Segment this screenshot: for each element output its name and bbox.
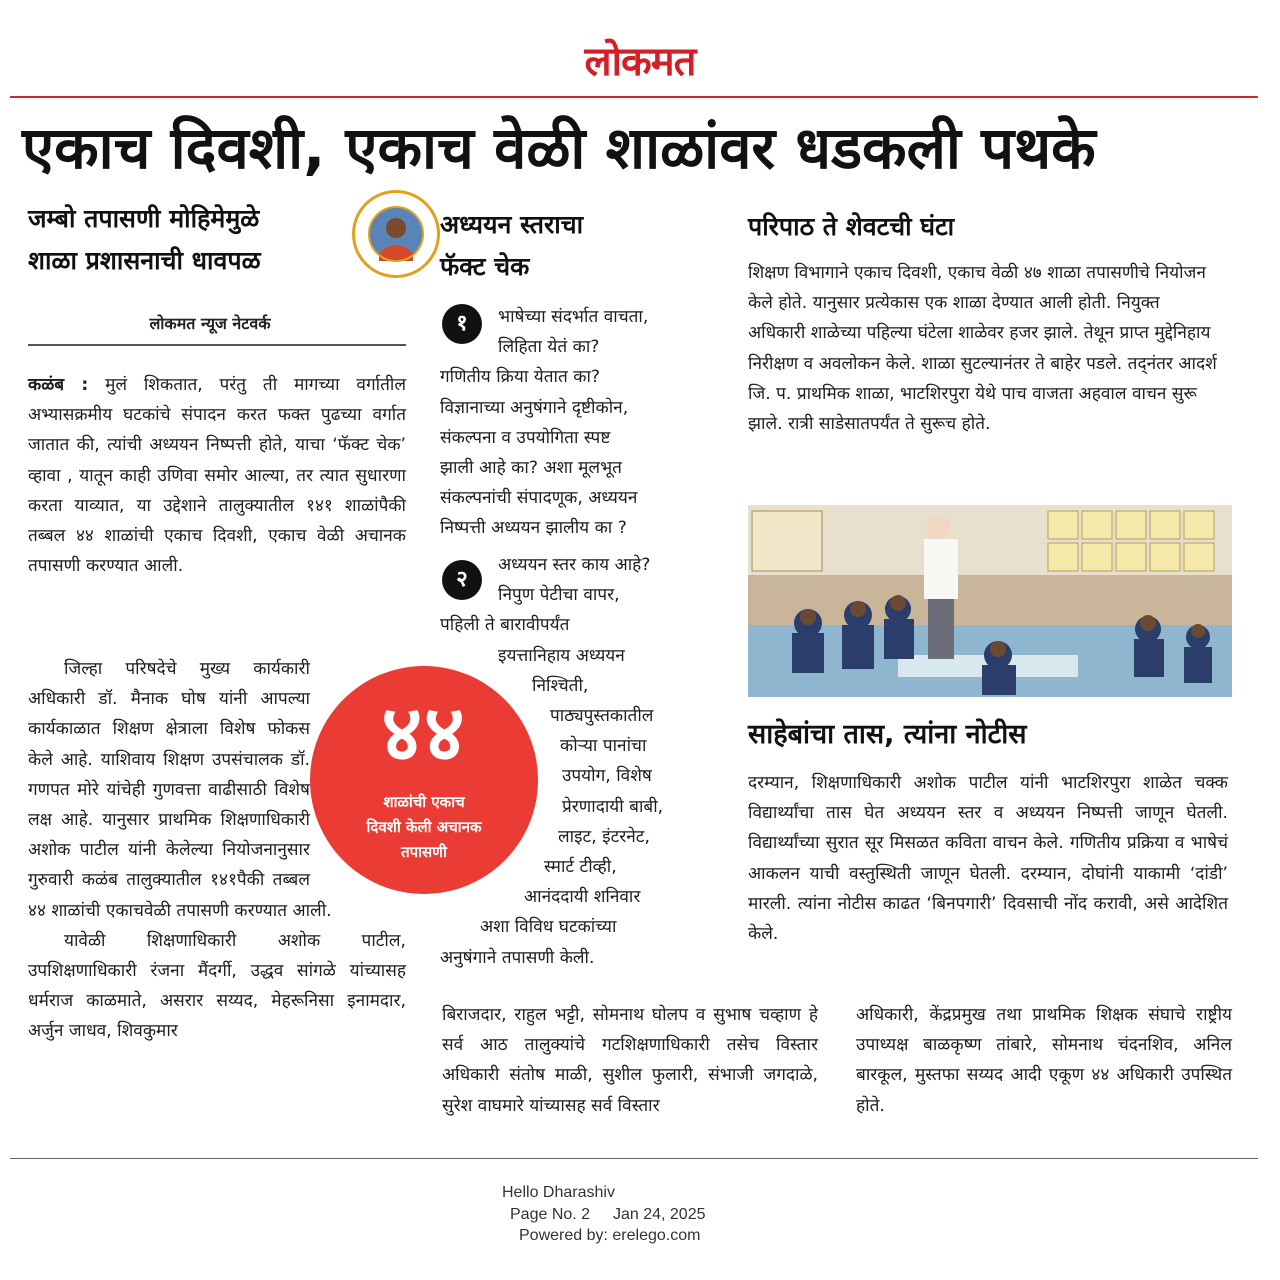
left-subhead-line2: शाळा प्रशासनाची धावपळ (28, 246, 261, 275)
bottom-col2: बिराजदार, राहुल भट्टी, सोमनाथ घोलप व सुभाष चव्हाण हे सर्व आठ तालुक्यांचे गटशिक्षणाधिकारी तसेच विस्तार अधिकारी संतोष माळी, सुशील फुलारी, संभाजी जगदाळे, सुरेश वाघमारे यांच्यासह सर्व विस्तार (442, 1005, 818, 1116)
fact1-line: संकल्पना व उपयोगिता स्पष्ट (440, 427, 611, 448)
fact2-line: पाठ्यपुस्तकातील (550, 706, 654, 727)
left-body (28, 370, 406, 581)
masthead-divider (10, 96, 1258, 98)
reporter-stamp (352, 190, 440, 278)
masthead-logo: लोकमत (584, 39, 696, 85)
callout-line2: दिवशी केली अचानक (366, 818, 482, 836)
footer-publication: Hello Dharashiv (502, 1184, 615, 1201)
left-subheadline (28, 198, 358, 282)
callout-line1: शाळांची एकाच (383, 793, 465, 811)
fact2-line: अशा विविध घटकांच्या (480, 917, 617, 938)
fact2-line: पहिली ते बारावीपर्यंत (440, 615, 570, 636)
right-subheadline-2: साहेबांचा तास, त्यांना नोटीस (748, 719, 1027, 750)
fact2-line: निपुण पेटीचा वापर, (498, 585, 620, 606)
fact1-line: विज्ञानाच्या अनुषंगाने दृष्टीकोन, (440, 397, 629, 418)
reporter-photo-icon (355, 193, 437, 275)
classroom-photo-image (748, 505, 1232, 697)
fact2-line: आनंददायी शनिवार (524, 887, 641, 908)
dateline: कळंब : (28, 375, 89, 395)
callout-line3: तपासणी (401, 843, 447, 861)
byline: लोकमत न्यूज नेटवर्क (149, 314, 271, 333)
fact-list-2 (440, 550, 730, 973)
left-para3: यावेळी शिक्षणाधिकारी अशोक पाटील, उपशिक्षणाधिकारी रंजना मैंदर्गी, उद्धव सांगळे यांच्यासह धर्मराज काळमाते, असरार सय्यद, मेहरूनिसा इनामदार, अर्जुन जाधव, शिवकुमार (28, 930, 406, 1042)
bottom-col3: अधिकारी, केंद्रप्रमुख तथा प्राथमिक शिक्षक संघाचे राष्ट्रीय उपाध्यक्ष बाळकृष्ण तांबारे, सोमनाथ चंदनशिव, अनिल बारकूल, मुस्तफा सय्यद आदी एकूण ४४ अधिकारी उपस्थित होते. (856, 1005, 1232, 1116)
fact1-line: भाषेच्या संदर्भात वाचता, (498, 307, 649, 327)
fact2-line: निश्चिती, (532, 675, 589, 696)
right-para: शिक्षण विभागाने एकाच दिवशी, एकाच वेळी ४७ शाळा तपासणीचे नियोजन केले होते. यानुसार प्रत्येकास एक शाळा देण्यात आली होती. नियुक्त अधिकारी शाळेच्या पहिल्या घंटेला शाळेवर हजर झाले. तेथून प्राप्त मुद्देनिहाय निरीक्षण व अवलोकन केले. शाळा सुटल्यानंतर ते बाहेर पडले. तद्नंतर आदर्श जि. प. प्राथमिक शाळा, भाटशिरपुरा येथे पाच वाजता अहवाल वाचन सुरू झाले. रात्री साडेसातपर्यंत ते सुरूच होते. (748, 263, 1217, 435)
left-para2: जिल्हा परिषदेचे मुख्य कार्यकारी अधिकारी डॉ. मैनाक घोष यांनी आपल्या कार्यकाळात शिक्षण क्षेत्राला विशेष फोकस केले आहे. याशिवाय शिक्षण उपसंचालक डॉ. गणपत मोरे यांचेही गुणवत्ता वाढीसाठी विशेष लक्ष आहे. यानुसार प्राथमिक शिक्षणाधिकारी अशोक पाटील यांनी केलेल्या नियोजनानुसार गुरुवारी कळंब तालुक्यातील १४१पैकी तब्बल ४४ शाळांची एकाचवेळी तपासणी करण्यात आली. (28, 659, 332, 921)
fact2-line: कोऱ्या पानांचा (560, 736, 647, 757)
footer-powered: Powered by: erelego.com (519, 1227, 701, 1244)
fact1-line: संकल्पनांची संपादणूक, अध्ययन (440, 488, 638, 509)
classroom-photo (748, 505, 1232, 697)
fact-number-1: १ (442, 304, 482, 344)
middle-subhead-line1: अध्ययन स्तराचा (440, 210, 584, 239)
fact2-line: अनुषंगाने तपासणी केली. (440, 947, 595, 968)
fact2-line: इयत्तानिहाय अध्ययन (498, 645, 625, 666)
right-para-2: दरम्यान, शिक्षणाधिकारी अशोक पाटील यांनी भाटशिरपुरा शाळेत चक्क विद्यार्थ्यांचा तास घेत अध्ययन स्तर व अध्ययन निष्पत्ती जाणून घेतली. विद्यार्थ्यांच्या सुरात सूर मिसळत कविता वाचन केले. गणितीय प्रक्रिया व भाषेचं आकलन याची वस्तुस्थिती जाणून घेतली. दरम्यान, दोघांनी याकामी ‘दांडी’ मारली. त्यांना नोटीस काढत ‘बिनपगारी’ दिवसाची नोंद करावी, असे आदेशित केले. (748, 773, 1228, 945)
fact1-line: झाली आहे का? अशा मूलभूत (440, 458, 622, 479)
left-para1 (28, 370, 406, 581)
fact2-line: लाइट, इंटरनेट, (558, 826, 650, 847)
fact2-line: प्रेरणादायी बाबी, (562, 796, 664, 817)
fact2-line: उपयोग, विशेष (562, 766, 652, 787)
page-headline: एकाच दिवशी, एकाच वेळी शाळांवर धडकली पथके (22, 114, 1096, 182)
fact-number-2: २ (442, 560, 482, 600)
fact1-line: गणितीय क्रिया येतात का? (440, 367, 601, 388)
fact2-line: स्मार्ट टीव्ही, (544, 857, 617, 878)
fact2-line: अध्ययन स्तर काय आहे? (498, 555, 651, 575)
page-bottom-divider (10, 1158, 1258, 1159)
footer-page-line (510, 1206, 910, 1224)
footer-page: Page No. 2 (510, 1206, 591, 1223)
fact1-line: लिहिता येतं का? (498, 337, 600, 358)
left-subhead-line1: जम्बो तपासणी मोहिमेमुळे (28, 204, 260, 233)
right-subheadline: परिपाठ ते शेवटची घंटा (748, 212, 955, 241)
fact-list-1 (440, 302, 720, 544)
middle-subheadline (440, 204, 730, 288)
fact1-line: निष्पत्ती अध्ययन झालीय का ? (440, 518, 627, 539)
footer-date: Jan 24, 2025 (612, 1206, 706, 1223)
callout-number: ४४ (381, 689, 467, 779)
byline-divider (28, 344, 406, 346)
middle-subhead-line2: फॅक्ट चेक (440, 252, 530, 281)
left-para1-text: मुलं शिकतात, परंतु ती मागच्या वर्गातील अभ्यासक्रमीय घटकांचे संपादन करत फक्त पुढच्या वर्गात जातात की, त्यांची अध्ययन निष्पत्ती होते, याचा ‘फॅक्ट चेक’ व्हावा , यातून काही उणिवा समोर आल्या, तर त्यात सुधारणा करता याव्यात, या उद्देशाने तालुक्यातील १४१ शाळांपैकी तब्बल ४४ शाळांची एकाच दिवशी, एकाच वेळी अचानक तपासणी करण्यात आली. (28, 375, 407, 577)
